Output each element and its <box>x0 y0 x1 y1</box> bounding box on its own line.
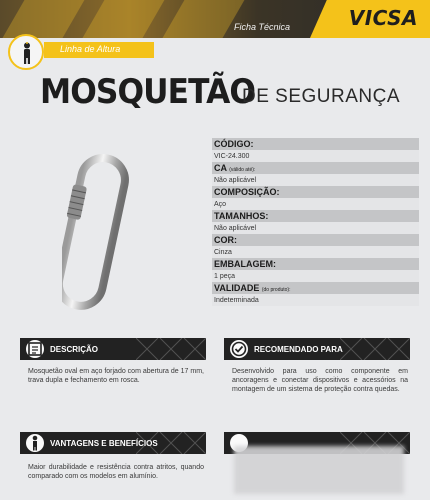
title-sub: DE SEGURANÇA <box>242 86 401 107</box>
worker-icon <box>24 432 46 454</box>
spec-label-text: CA <box>214 163 227 173</box>
spec-value: Não aplicável <box>212 222 419 234</box>
spec-label-text: COR: <box>214 235 237 245</box>
worker-harness-icon <box>8 34 44 70</box>
spec-label-text: VALIDADE <box>214 283 260 293</box>
spec-label-note: (do produto): <box>261 287 291 293</box>
product-title <box>40 72 401 112</box>
ficha-tecnica-label: Ficha Técnica <box>234 22 291 32</box>
document-icon <box>24 338 46 360</box>
recomendado-text: Desenvolvido para uso como componente em ancoragens e conectar dispositivos e acessórios na montagem de um sistema de proteção contra quedas. <box>232 368 408 393</box>
spec-value: Aço <box>212 198 419 210</box>
spec-table <box>212 138 419 306</box>
title-main: MOSQUETÃO <box>40 72 256 112</box>
spec-label <box>212 258 419 270</box>
blurred-overlay <box>234 446 404 494</box>
checkmark-icon <box>228 338 250 360</box>
spec-value: VIC-24.300 <box>212 150 419 162</box>
spec-label-text: TAMANHOS: <box>214 211 269 221</box>
spec-label <box>212 210 419 222</box>
spec-label <box>212 234 419 246</box>
category-tag: Linha de Altura <box>44 42 154 58</box>
vantagens-title: VANTAGENS E BENEFÍCIOS <box>50 439 158 448</box>
spec-label <box>212 162 419 174</box>
spec-value: Cinza <box>212 246 419 258</box>
header-banner <box>0 0 430 38</box>
spec-value: Não aplicável <box>212 174 419 186</box>
spec-value: Indeterminada <box>212 294 419 306</box>
spec-label-note: (válido até): <box>229 167 256 173</box>
recomendado-header <box>224 338 410 360</box>
spec-label-text: CÓDIGO: <box>214 139 254 149</box>
descricao-header <box>20 338 206 360</box>
descricao-title: DESCRIÇÃO <box>50 345 99 354</box>
carabiner-image <box>62 152 132 317</box>
vicsa-logo: VICSA <box>348 6 418 30</box>
descricao-text: Mosquetão oval em aço forjado com abertura de 17 mm, trava dupla e fechamento em rosca. <box>28 368 204 384</box>
spec-label-text: COMPOSIÇÃO: <box>214 187 280 197</box>
vantagens-text: Maior durabilidade e resistência contra atritos, quando comparado com os modelos em alumínio. <box>28 464 204 480</box>
spec-label-text: EMBALAGEM: <box>214 259 276 269</box>
recomendado-title: RECOMENDADO PARA <box>254 345 343 354</box>
vantagens-header <box>20 432 206 454</box>
spec-label <box>212 282 419 294</box>
spec-label <box>212 186 419 198</box>
spec-value: 1 peça <box>212 270 419 282</box>
spec-label <box>212 138 419 150</box>
